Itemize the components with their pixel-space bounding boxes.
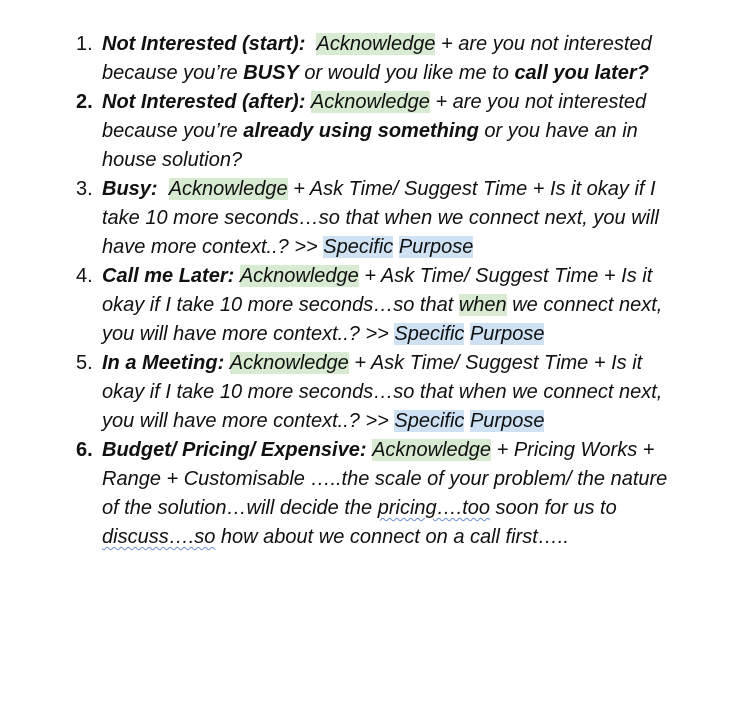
item-number: 5. bbox=[76, 352, 93, 374]
item-text: or you have an in house solution? bbox=[102, 120, 638, 171]
item-text: soon for us to bbox=[490, 497, 617, 519]
objection-list bbox=[0, 30, 740, 552]
item-number: 4. bbox=[76, 265, 93, 287]
acknowledge-highlight: Acknowledge bbox=[310, 91, 430, 113]
item-title: Budget/ Pricing/ Expensive: bbox=[102, 439, 367, 461]
item-text: how about we connect on a call first….. bbox=[215, 526, 569, 548]
list-item-call-me-later bbox=[0, 262, 740, 349]
list-item-budget-pricing bbox=[0, 436, 740, 552]
item-number: 3. bbox=[76, 178, 93, 200]
list-item-busy bbox=[0, 175, 740, 262]
item-text: we connect next, you will have more context..? >> bbox=[102, 294, 663, 345]
document-page bbox=[0, 30, 740, 552]
bold-text: BUSY bbox=[243, 62, 299, 84]
purpose-highlight: Purpose bbox=[469, 323, 545, 345]
acknowledge-highlight: Acknowledge bbox=[316, 33, 436, 55]
acknowledge-highlight: Acknowledge bbox=[168, 178, 288, 200]
item-number: 6. bbox=[76, 439, 93, 461]
bold-text: call you later? bbox=[514, 62, 649, 84]
item-text: + are you not interested because you’re bbox=[102, 33, 652, 84]
item-text: or would you like me to bbox=[298, 62, 515, 84]
item-text: + Ask Time/ Suggest Time + Is it okay if I take 10 more seconds…so that bbox=[102, 265, 653, 316]
item-text: + Ask Time/ Suggest Time + Is it okay if I take 10 more seconds…so that when we connect next, you will have more context..? >> bbox=[102, 178, 659, 258]
item-text: + Pricing Works + Range + Customisable …..the scale of your problem/ the nature of the solution…will decide the bbox=[102, 439, 668, 519]
item-title: In a Meeting: bbox=[102, 352, 225, 374]
item-title: Not Interested (start): bbox=[102, 33, 306, 55]
item-number: 2. bbox=[76, 91, 93, 113]
spellcheck-word[interactable]: discuss….so bbox=[102, 526, 216, 548]
purpose-highlight: Purpose bbox=[398, 236, 474, 258]
item-title: Busy: bbox=[102, 178, 158, 200]
bold-text: already using something bbox=[243, 120, 479, 142]
list-item-not-interested-start bbox=[0, 30, 740, 88]
acknowledge-highlight: Acknowledge bbox=[229, 352, 349, 374]
specific-highlight: Specific bbox=[323, 236, 394, 258]
specific-highlight: Specific bbox=[394, 323, 465, 345]
list-item-in-a-meeting bbox=[0, 349, 740, 436]
purpose-highlight: Purpose bbox=[469, 410, 545, 432]
item-text: + Ask Time/ Suggest Time + Is it okay if I take 10 more seconds…so that when we connect next, you will have more context..? >> bbox=[102, 352, 663, 432]
acknowledge-highlight: Acknowledge bbox=[372, 439, 492, 461]
specific-highlight: Specific bbox=[394, 410, 465, 432]
item-title: Not Interested (after): bbox=[102, 91, 306, 113]
item-title: Call me Later: bbox=[102, 265, 235, 287]
when-highlight: when bbox=[458, 294, 507, 316]
spellcheck-word[interactable]: pricing….too bbox=[377, 497, 490, 519]
acknowledge-highlight: Acknowledge bbox=[239, 265, 359, 287]
item-number: 1. bbox=[76, 33, 93, 55]
item-text: + are you not interested because you’re bbox=[102, 91, 647, 142]
list-item-not-interested-after bbox=[0, 88, 740, 175]
